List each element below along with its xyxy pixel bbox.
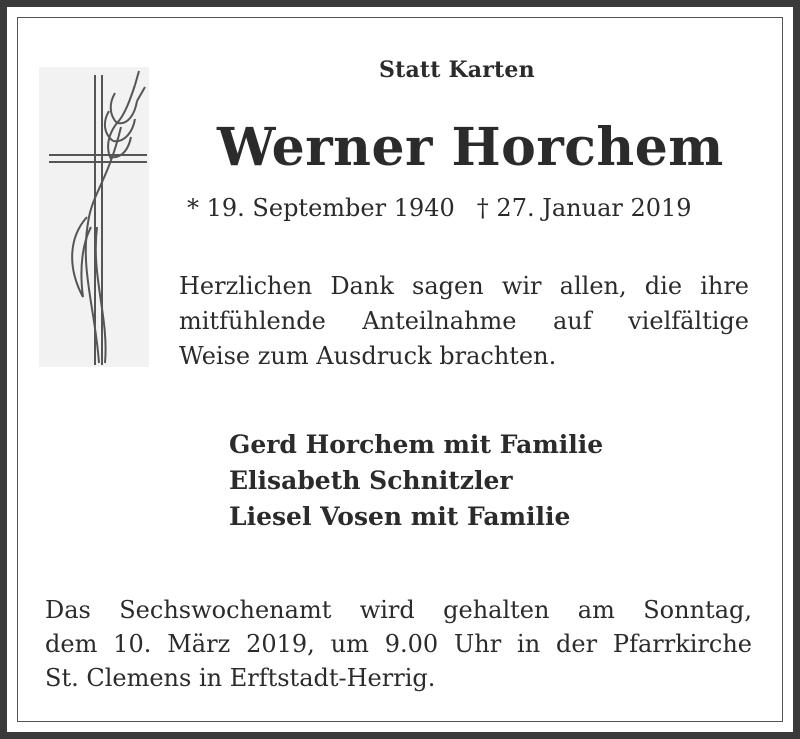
birth-date: * 19. September 1940 [187, 194, 455, 222]
thanks-line: mitfühlende Anteilnahme auf vielfältige [179, 307, 749, 335]
signer: Elisabeth Schnitzler [229, 466, 513, 495]
death-date: † 27. Januar 2019 [476, 194, 692, 222]
thanks-line: Herzlichen Dank sagen wir allen, die ihre [179, 272, 749, 300]
header-statt-karten: Statt Karten [379, 57, 535, 83]
thanks-text [179, 269, 749, 374]
obituary-card [7, 7, 793, 732]
service-notice [45, 593, 752, 695]
signer: Gerd Horchem mit Familie [229, 430, 604, 459]
thanks-line: Weise zum Ausdruck brachten. [179, 342, 557, 370]
deceased-name: Werner Horchem [217, 117, 724, 178]
signers-list [229, 427, 603, 535]
service-line: Das Sechswochenamt wird gehalten am Sonntag, [45, 596, 752, 624]
service-line: dem 10. März 2019, um 9.00 Uhr in der Pfarrkirche [45, 630, 752, 658]
service-line: St. Clemens in Erftstadt-Herrig. [45, 664, 436, 692]
life-dates [187, 194, 692, 222]
cross-with-wheat-icon [39, 67, 149, 367]
signer: Liesel Vosen mit Familie [229, 502, 571, 531]
